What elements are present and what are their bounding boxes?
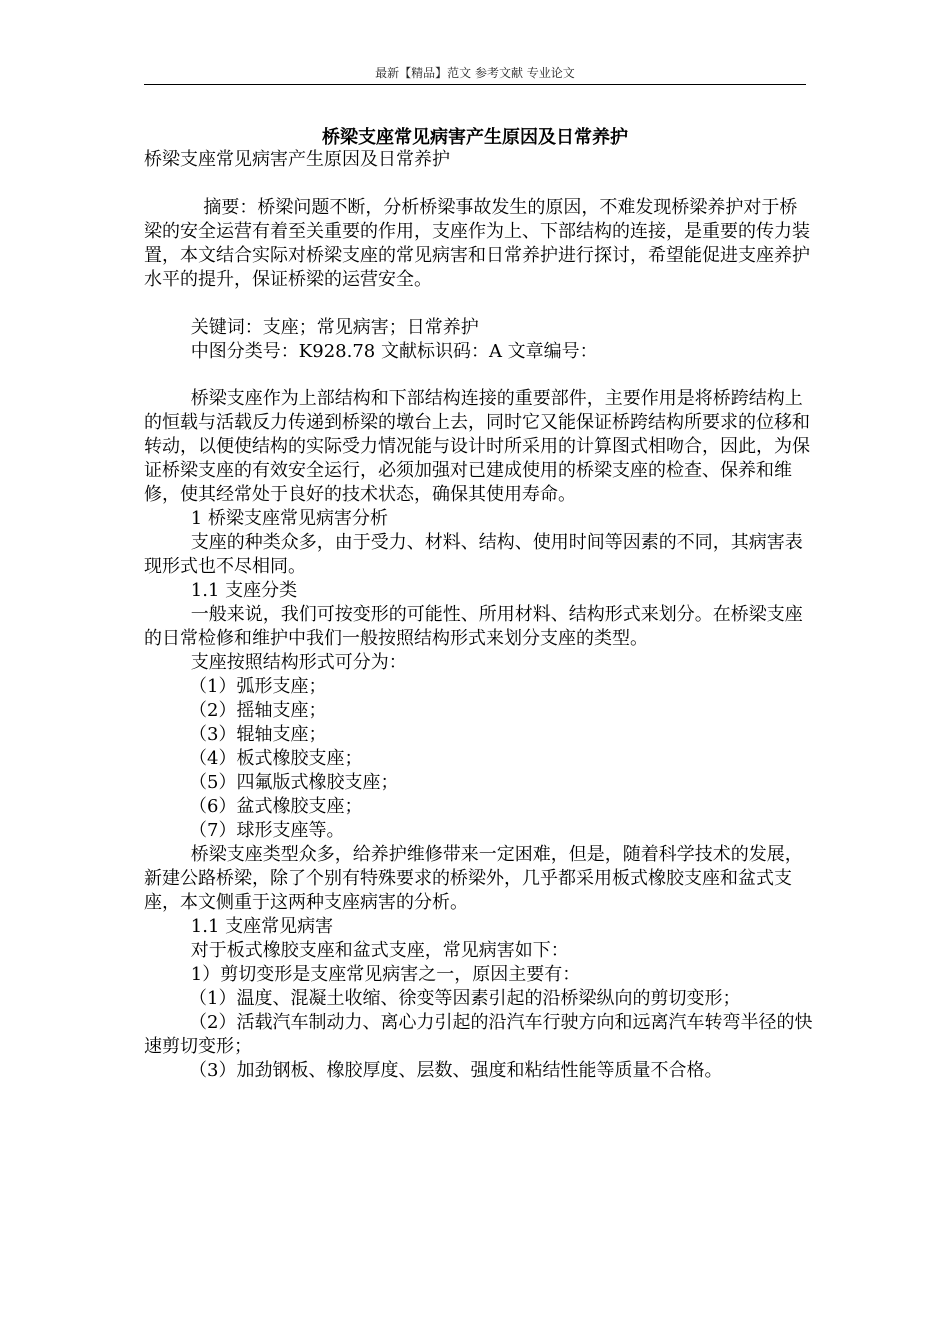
type-item: （1）弧形支座；: [189, 676, 327, 697]
type-item: （6）盆式橡胶支座；: [189, 796, 363, 817]
shear-intro: 1）剪切变形是支座常见病害之一，原因主要有：: [190, 964, 581, 985]
keywords: 关键词：支座；常见病害；日常养护: [190, 317, 479, 338]
types-paragraph: 桥梁支座类型众多，给养护维修带来一定困难，但是，随着科学技术的发展，新建公路桥梁，除了个别有特殊要求的桥梁外，几乎都采用板式橡胶支座和盆式支座，本文侧重于这两种支座病害的分析。: [144, 844, 803, 913]
type-item: （7）球形支座等。: [189, 820, 345, 841]
shear-cause: （1）温度、混凝土收缩、徐变等因素引起的沿桥梁纵向的剪切变形；: [189, 988, 741, 1009]
header-divider: [144, 84, 806, 85]
type-item: （2）摇轴支座；: [189, 700, 327, 721]
section-1-paragraph: 支座的种类众多，由于受力、材料、结构、使用时间等因素的不同，其病害表现形式也不尽相同。: [144, 532, 803, 577]
document-title: 桥梁支座常见病害产生原因及日常养护: [322, 127, 628, 148]
intro-paragraph: 桥梁支座作为上部结构和下部结构连接的重要部件，主要作用是将桥跨结构上的恒载与活载反力传递到桥梁的墩台上去，同时它又能保证桥跨结构所要求的位移和转动，以便使结构的实际受力情况能与设计时所采用的计算图式相吻合，因此，为保证桥梁支座的有效安全运行，必须加强对已建成使用的桥梁支座的检查、保养和维修，使其经常处于良好的技术状态，确保其使用寿命。: [144, 388, 810, 505]
spacer: [144, 172, 814, 196]
shear-cause: （2）活载汽车制动力、离心力引起的沿汽车行驶方向和远离汽车转弯半径的快速剪切变形；: [144, 1012, 813, 1057]
spacer: [144, 364, 814, 387]
document-body: [144, 148, 814, 1083]
spacer: [144, 292, 814, 316]
abstract: 摘要：桥梁问题不断，分析桥梁事故发生的原因，不难发现桥梁养护对于桥梁的安全运营有着至关重要的作用，支座作为上、下部结构的连接，是重要的传力装置，本文结合实际对桥梁支座的常见病害和日常养护进行探讨，希望能促进支座养护水平的提升，保证桥梁的运营安全。: [144, 197, 810, 290]
section-1-1-paragraph: 一般来说，我们可按变形的可能性、所用材料、结构形式来划分。在桥梁支座的日常检修和维护中我们一般按照结构形式来划分支座的类型。: [144, 604, 803, 649]
diseases-intro: 对于板式橡胶支座和盆式支座，常见病害如下：: [190, 940, 569, 961]
type-item: （4）板式橡胶支座；: [189, 748, 363, 769]
shear-cause: （3）加劲钢板、橡胶厚度、层数、强度和粘结性能等质量不合格。: [189, 1060, 723, 1081]
type-item: （3）辊轴支座；: [189, 724, 327, 745]
page-header: 最新【精品】范文 参考文献 专业论文: [375, 66, 575, 80]
subtitle: 桥梁支座常见病害产生原因及日常养护: [144, 149, 450, 170]
section-1-heading: 1 桥梁支座常见病害分析: [190, 508, 388, 529]
types-intro: 支座按照结构形式可分为：: [190, 652, 407, 673]
classification: 中图分类号：K928.78 文献标识码：A 文章编号：: [190, 341, 598, 362]
section-1-1-heading: 1.1 支座分类: [190, 580, 298, 601]
section-1-2-heading: 1.1 支座常见病害: [190, 916, 334, 937]
type-item: （5）四氟版式橡胶支座；: [189, 772, 399, 793]
